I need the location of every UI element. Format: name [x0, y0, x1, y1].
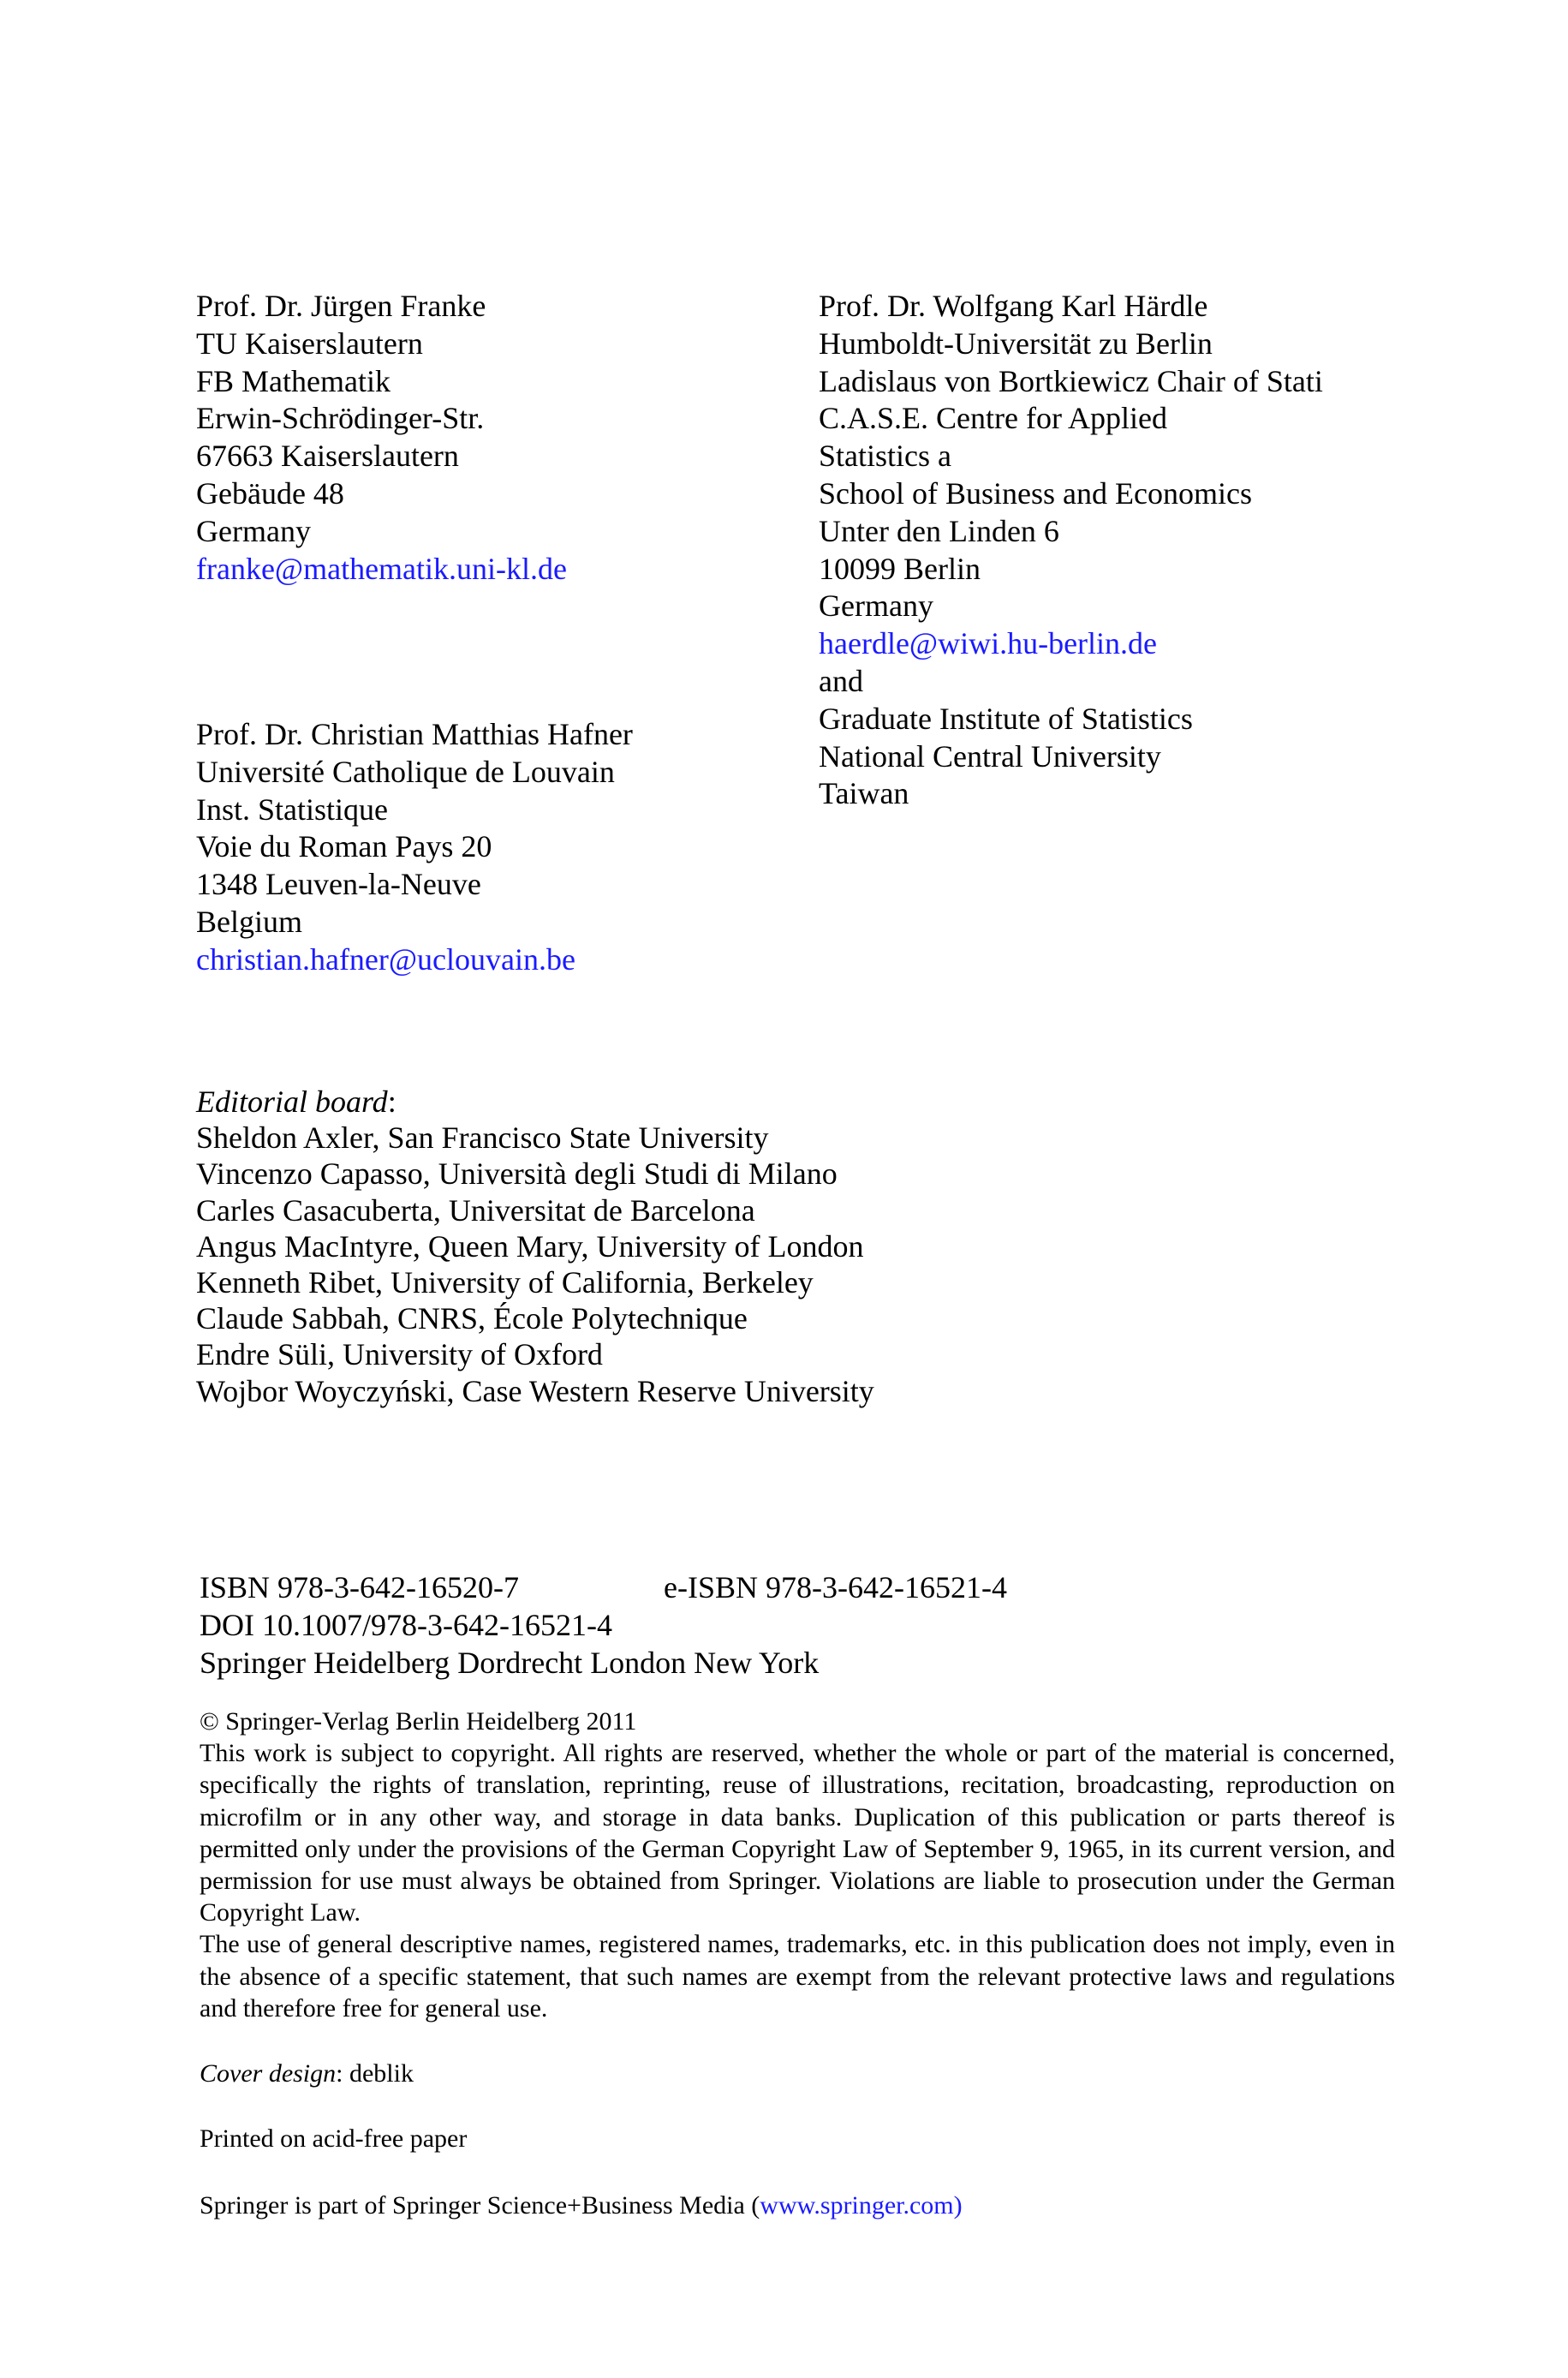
editorial-board	[196, 1084, 874, 1409]
board-member: Claude Sabbah, CNRS, École Polytechnique	[196, 1301, 748, 1336]
author-name: Prof. Dr. Christian Matthias Hafner	[196, 717, 633, 751]
address-line: Inst. Statistique	[196, 792, 388, 827]
board-member: Angus MacIntyre, Queen Mary, University of London	[196, 1228, 864, 1264]
trademark-paragraph: The use of general descriptive names, registered names, trademarks, etc. in this publication does not imply, even in the absence of a specific statement, that such names are exempt from the relevant protective laws and regulations and therefore free for general use.	[200, 1930, 1395, 2022]
address-line: 1348 Leuven-la-Neuve	[196, 867, 481, 902]
copyright-notice	[200, 1706, 1395, 2024]
author-name: Prof. Dr. Jürgen Franke	[196, 289, 486, 323]
board-member: Carles Casacuberta, Universitat de Barcelona	[196, 1192, 755, 1228]
author-address-franke	[196, 288, 567, 588]
address-line: 10099 Berlin	[819, 551, 981, 586]
author-address-haerdle	[819, 288, 1323, 813]
address-line: Humboldt-Universität zu Berlin	[819, 326, 1213, 361]
address-line: Ladislaus von Bortkiewicz Chair of Stati	[819, 363, 1323, 398]
editorial-board-heading: Editorial board:	[196, 1084, 396, 1119]
springer-website-link[interactable]: www.springer.com)	[760, 2191, 963, 2220]
isbn-row	[200, 1568, 1007, 1606]
address-line: and	[819, 663, 863, 698]
copyright-line: © Springer-Verlag Berlin Heidelberg 2011	[200, 1707, 637, 1736]
board-member: Kenneth Ribet, University of California, Berkeley	[196, 1265, 814, 1300]
eisbn: e-ISBN 978-3-642-16521-4	[664, 1570, 1007, 1604]
address-line: Belgium	[196, 904, 302, 939]
address-line: 67663 Kaiserslautern	[196, 439, 459, 474]
address-line: National Central University	[819, 738, 1161, 774]
cover-design: Cover design: deblik	[200, 2059, 414, 2088]
springer-note: Springer is part of Springer Science+Business Media (www.springer.com)	[200, 2191, 963, 2220]
doi: DOI 10.1007/978-3-642-16521-4	[200, 1608, 612, 1642]
author-address-hafner	[196, 716, 633, 979]
printed-note: Printed on acid-free paper	[200, 2124, 468, 2153]
board-member: Sheldon Axler, San Francisco State University	[196, 1120, 769, 1156]
email-link-haerdle[interactable]: haerdle@wiwi.hu-berlin.de	[819, 626, 1158, 661]
isbn: ISBN 978-3-642-16520-7	[200, 1570, 519, 1604]
address-line: C.A.S.E. Centre for Applied	[819, 401, 1167, 436]
address-line: Voie du Roman Pays 20	[196, 829, 492, 864]
email-link-hafner[interactable]: christian.hafner@uclouvain.be	[196, 941, 575, 977]
address-line: Unter den Linden 6	[819, 513, 1059, 548]
cover-design-label: Cover design	[200, 2059, 337, 2088]
author-name: Prof. Dr. Wolfgang Karl Härdle	[819, 289, 1208, 323]
publisher-locations: Springer Heidelberg Dordrecht London New York	[200, 1646, 820, 1680]
address-line: School of Business and Economics	[819, 475, 1252, 511]
board-member: Endre Süli, University of Oxford	[196, 1337, 603, 1372]
address-line: Statistics a	[819, 439, 951, 474]
address-line: Graduate Institute of Statistics	[819, 701, 1193, 736]
address-line: Germany	[819, 589, 933, 624]
email-link-franke[interactable]: franke@mathematik.uni-kl.de	[196, 551, 568, 586]
address-line: Université Catholique de Louvain	[196, 754, 615, 789]
address-line: Germany	[196, 513, 311, 548]
address-line: FB Mathematik	[196, 363, 391, 398]
copyright-paragraph: This work is subject to copyright. All rights are reserved, whether the whole or part of the material is concerned, specifically the rights of translation, reprinting, reuse of illustrations, recitation, broadcasting, reproduction on microfilm or in any other way, and storage in data banks. Duplication of this publication or parts thereof is permitted only under the provisions of the German Copyright Law of September 9, 1965, in its current version, and permission for use must always be obtained from Springer. Violations are liable to prosecution under the German Copyright Law.	[200, 1739, 1395, 1927]
address-line: Gebäude 48	[196, 475, 344, 511]
cover-design-value: deblik	[349, 2059, 414, 2088]
address-line: TU Kaiserslautern	[196, 326, 423, 361]
address-line: Taiwan	[819, 776, 909, 811]
board-member: Wojbor Woyczyński, Case Western Reserve University	[196, 1373, 874, 1408]
board-member: Vincenzo Capasso, Università degli Studi di Milano	[196, 1156, 838, 1192]
address-line: Erwin-Schrödinger-Str.	[196, 401, 485, 436]
publication-info	[200, 1568, 1007, 1682]
